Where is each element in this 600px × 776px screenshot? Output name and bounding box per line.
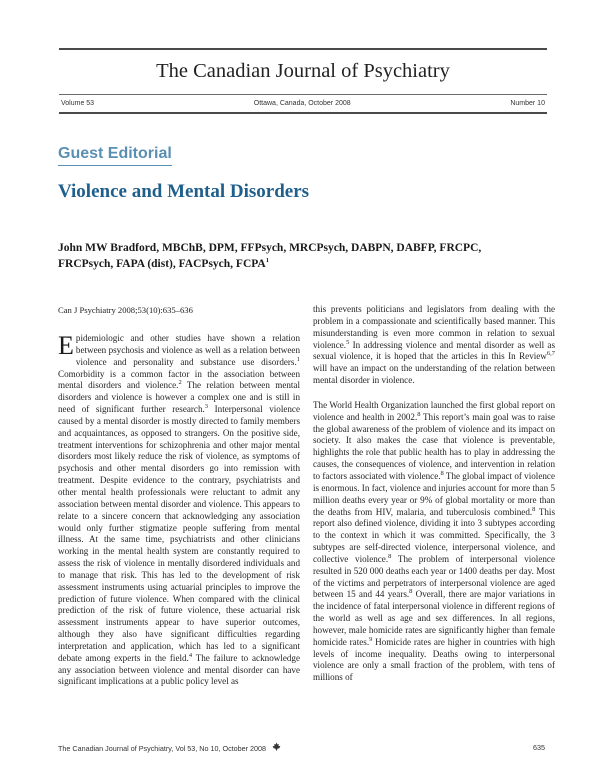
text-run: Interpersonal violence caused by a mental disorder is mostly directed to family members and acquaintances, as opposed to strangers. On the positive side, treatment interventions for schizophrenia and other major mental disorders most likely reduce the risk of violence, as symptoms of psychosis and other mental disorders go into remission with treatment. Despite evidence to the contrary, psychiatrists and other mental health professionals were reluctant to admit any association between mental disorder and violence. This appears to relate to a sincere concern that acknowledging any association would only further stigmatize people suffering from mental illness. At the same time, psychiatrists and other clinicians working in the mental health system are constantly required to assess the risk of violence in mentally disordered individuals and to manage that risk. This has led to the development of risk assessment instruments using actuarial principles to improve the prediction of future violence. When compared with the clinical prediction of the risk of future violence, these actuarial risk assessment instruments appear to have superior outcomes, although they also have significant difficulties regarding interpretation and application, which has led to a significant debate among experts in the field.	[58, 404, 300, 663]
affiliation-marker: 1	[265, 257, 269, 265]
body-column-left	[58, 333, 300, 688]
reference-marker: 6,7	[546, 350, 555, 358]
text-run: Homicide rates are higher in countries with high levels of income inequality. Deaths owing to interpersonal violence are only a small fraction of the problem, with tens of millions of	[313, 636, 555, 683]
text-run: Overall, there are major variations in the incidence of fatal interpersonal violence in different regions of the world as well as age and sex differences. In all regions, however, male homicide rates are significantly higher than female homicide rates.	[313, 589, 555, 647]
issue-info-row	[59, 95, 547, 112]
citation: Can J Psychiatry 2008;53(10):635–636	[58, 305, 193, 315]
reference-marker: 8	[388, 552, 392, 560]
maple-leaf-icon	[272, 742, 281, 753]
text-run: In addressing violence and mental disorder as well as sexual violence, it is hoped that the articles in this In Review	[313, 339, 555, 362]
drop-cap: E	[58, 331, 74, 360]
reference-marker: 4	[188, 651, 193, 659]
paragraph	[313, 400, 555, 684]
page-number: 635	[533, 743, 545, 752]
text-run: Comorbidity is a common factor in the association between mental disorders and violence.	[58, 368, 300, 391]
volume-label: Volume 53	[61, 100, 95, 107]
footer-journal-ref	[58, 742, 281, 754]
text-run: The failure to acknowledge any association between violence and mental disorder can have significant implications at a public policy level as	[58, 652, 300, 687]
reference-marker: 8	[440, 469, 444, 477]
text-run: this prevents politicians and legislators from dealing with the problem in a compassionate and scientifically based manner. This misunderstanding is even more common in relation to sexual violence.	[313, 304, 555, 350]
paragraph	[58, 333, 300, 688]
author-line-1: John MW Bradford, MBChB, DPM, FFPsych, MRCPsych, DABPN, DABFP, FRCPC,	[58, 242, 482, 254]
page-footer	[58, 742, 545, 754]
issue-number: Number 10	[510, 100, 545, 107]
masthead	[59, 48, 547, 114]
text-run: The World Health Organization launched the first global report on violence and health in 2002.	[313, 399, 555, 422]
text-run: The problem of interpersonal violence resulted in 520 000 deaths each year or 1400 deaths per day. Most of the victims and perpetrators of interpersonal violence are aged between 15 and 44 years.	[313, 553, 555, 600]
reference-marker: 8	[532, 505, 536, 513]
masthead-bottom-rule	[59, 112, 547, 114]
footer-journal-text: The Canadian Journal of Psychiatry, Vol 53, No 10, October 2008	[58, 744, 267, 753]
section-label: Guest Editorial	[58, 144, 172, 166]
text-run: The global impact of violence is enormous. In fact, violence and injuries account for more than 5 million deaths every year or 9% of global mortality or more than the deaths from HIV, malaria, and tuberculosis combined.	[313, 470, 555, 517]
journal-title: The Canadian Journal of Psychiatry	[156, 60, 450, 82]
reference-marker: 5	[346, 338, 350, 346]
author-byline	[58, 240, 558, 272]
author-line-2: FRCPsych, FAPA (dist), FACPsych, FCPA	[58, 258, 266, 270]
text-run: The relation between mental disorders and violence is however a complex one and is still in need of significant further research.	[58, 380, 300, 415]
text-run: This report’s main goal was to raise the global awareness of the problem of violence and its impact on society. It also makes the case that violence is preventable, highlights the role that public health has to play in addressing the causes, the consequences of violence, and intervention in relation to factors associated with violence.	[313, 411, 556, 481]
reference-marker: 2	[178, 379, 182, 387]
reference-marker: 9	[369, 635, 373, 643]
location-date: Ottawa, Canada, October 2008	[253, 100, 351, 107]
reference-marker: 8	[409, 588, 413, 596]
reference-marker: 8	[417, 410, 421, 418]
text-run: This report also defined violence, dividing it into 3 subtypes according to the context in which it was committed. Specifically, the 3 subtypes are self-directed violence, interpersonal violence, and collective violence.	[313, 506, 555, 564]
reference-marker: 1	[296, 355, 300, 363]
text-run: will have an impact on the understanding of the relation between mental disorder in violence.	[313, 363, 555, 386]
body-column-right	[313, 304, 555, 684]
article-title: Violence and Mental Disorders	[58, 181, 310, 202]
text-run: pidemiologic and other studies have shown a relation between psychosis and violence as well as a relation between violence and personality and substance use disorders.	[75, 333, 300, 367]
reference-marker: 3	[204, 403, 209, 411]
paragraph	[313, 304, 555, 387]
